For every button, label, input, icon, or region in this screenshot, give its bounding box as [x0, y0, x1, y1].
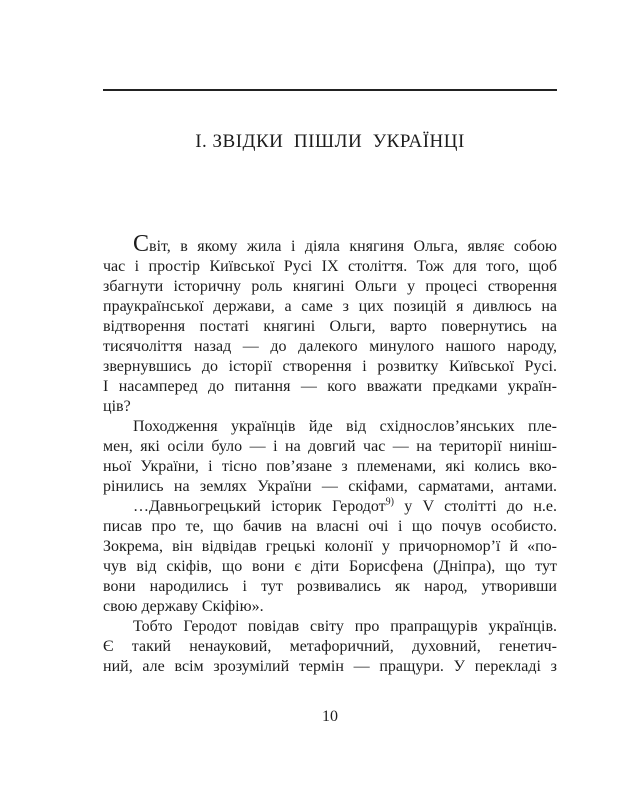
- text-line: Зокрема, він відвідав грецькі колонії у причорномор’ї й «по-: [103, 538, 557, 555]
- text-line: чув від скіфів, що вони є діти Борисфена (Дніпра), що тут: [103, 558, 557, 575]
- text-line: тисячоліття назад — до далекого минулого нашого народу,: [103, 338, 557, 355]
- text-line: звернувшись до історії створення і розвитку Київської Русі.: [103, 358, 557, 375]
- text-line: збагнути історичну роль княгині Ольги у процесі створення: [103, 278, 557, 295]
- footnote-marker: 9): [385, 496, 395, 508]
- text-line: мен, які осіли було — і на довгий час — на території ниніш-: [103, 438, 557, 455]
- text-line: Походження українців йде від східнослов’янських пле-: [133, 418, 557, 435]
- paragraph: [103, 417, 557, 497]
- text-line: Тобто Геродот повідав світу про прапращурів українців.: [133, 618, 557, 635]
- chapter-divider-rule: [103, 89, 557, 91]
- text-line: ньої України, і тісно пов’язане з племенами, які колись вко-: [103, 458, 557, 475]
- text-line: час і простір Київської Русі IX століття. Тож для того, щоб: [103, 258, 557, 275]
- text-line: вони народились і тут розвивались як народ, утворивши: [103, 578, 557, 595]
- text-line: …Давньогрецький історик Геродот$^{9)}$ у V столітті до н.е.: [133, 496, 558, 515]
- paragraph: [103, 231, 557, 417]
- body-text: [103, 231, 558, 677]
- text-line: писав про те, що бачив на власні очі і що почув особисто.: [103, 518, 557, 535]
- text-line: рінились на землях України — скіфами, сарматами, антами.: [103, 478, 557, 495]
- paragraph-initial-letter: С: [133, 231, 150, 257]
- text-line: свою державу Скіфію».: [103, 598, 264, 615]
- paragraph: [103, 617, 557, 677]
- text-line: ців?: [103, 398, 131, 415]
- text-line: праукраїнської держави, а саме з цих позицій я дивлюсь на: [103, 298, 557, 315]
- paragraph: [103, 497, 557, 617]
- page-number: 10: [322, 708, 338, 725]
- text-line: ний, але всім зрозумілий термін — пращури. У перекладі з: [103, 658, 557, 675]
- text-line: І насамперед до питання — кого вважати предками україн-: [103, 378, 557, 395]
- text-line: відтворення постаті княгині Ольги, варто повернутись на: [103, 318, 557, 335]
- chapter-heading: І. ЗВІДКИ ПІШЛИ УКРАЇНЦІ: [195, 131, 465, 152]
- text-line: Є такий ненауковий, метафоричний, духовний, генетич-: [103, 638, 557, 655]
- text-line: Світ, в якому жила і діяла княгиня Ольга, являє собою: [133, 231, 557, 257]
